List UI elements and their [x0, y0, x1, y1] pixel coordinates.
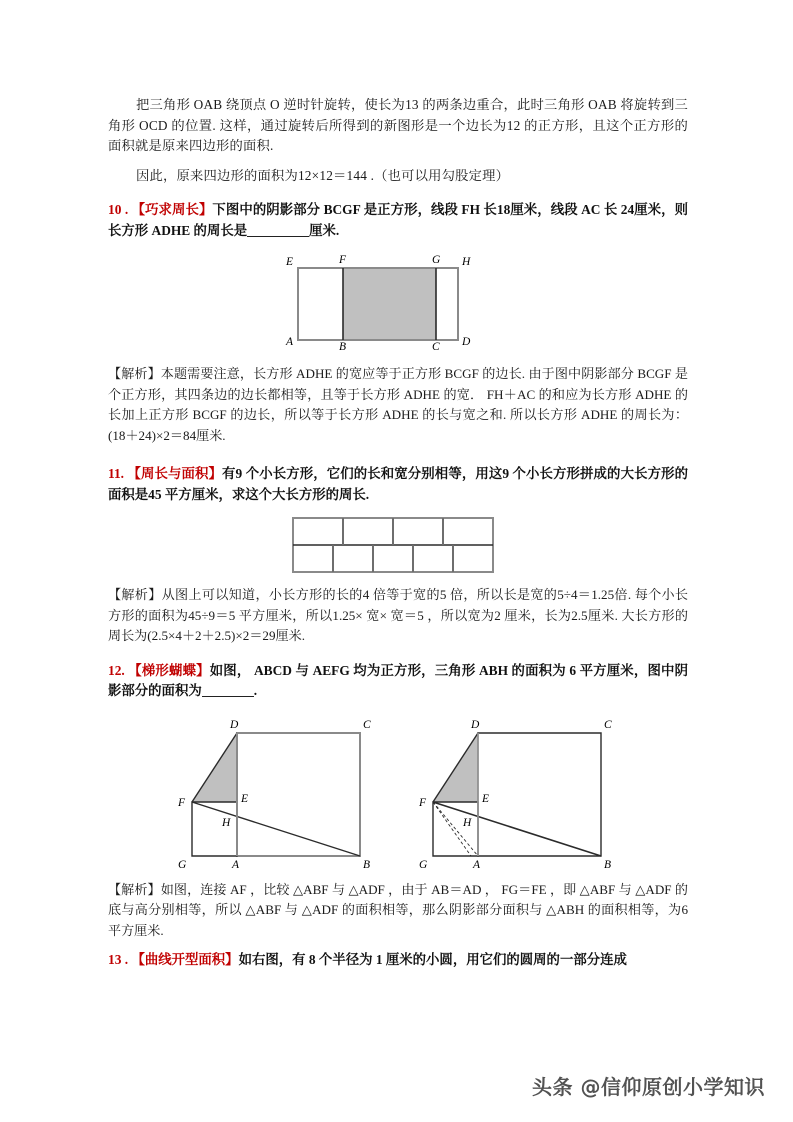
problem-12-answer-blank[interactable]	[202, 684, 254, 697]
problem-12-text: 如图， ABCD 与 AEFG 均为正方形，三角形 ABH 的面积为 6 平方厘米，图中阴影部分的面积为	[108, 662, 688, 698]
spacer	[108, 647, 688, 661]
problem-12-tag: 【梯形蝴蝶】	[128, 662, 210, 678]
spacer	[108, 702, 688, 711]
label-c: C	[604, 718, 612, 731]
square-aefg	[192, 802, 237, 856]
problem-13-number: 13 .	[108, 952, 129, 967]
label-f: F	[178, 796, 186, 809]
label-d: D	[471, 718, 480, 731]
square-abcd	[478, 733, 601, 856]
label-a: A	[473, 858, 481, 871]
spacer	[108, 505, 688, 514]
spacer	[108, 157, 688, 166]
label-e: E	[286, 256, 294, 268]
shaded-square-bcgf	[343, 268, 436, 340]
problem-12-figures	[108, 711, 688, 871]
problem-10-answer-blank[interactable]	[247, 224, 309, 237]
dashed-segment-fd	[433, 802, 471, 856]
segment-fb	[433, 802, 601, 856]
segment-fb	[192, 802, 360, 856]
label-e: E	[241, 792, 249, 805]
label-a: A	[286, 336, 294, 348]
label-h: H	[462, 256, 471, 268]
problem-12-heading	[108, 661, 688, 702]
spacer	[108, 941, 688, 950]
label-c: C	[432, 341, 440, 350]
problem-10-text-tail: 厘米.	[309, 222, 340, 238]
label-a: A	[232, 858, 240, 871]
analysis-body: 本题需要注意，长方形 ADHE 的宽应等于正方形 BCGF 的边长. 由于图中阴影部分 BCGF 是个正方形，其四条边的边长都相等，且等于长方形 ADHE 的宽． FH＋AC 的和应为长方形 ADHE 的长加上正方形 BCGF 的边长，所以等于长方形 ADHE 的长与宽之和. 所以长方形 ADHE 的周长为：(18＋24)×2＝84厘米.	[108, 366, 688, 443]
dashed-segment-fa	[433, 802, 478, 856]
analysis-lead: 【解析】	[108, 366, 161, 381]
rectangle-adhe-diagram	[273, 250, 523, 350]
problem-10-text: 下图中的阴影部分 BCGF 是正方形，线段 FH 长18厘米，线段 AC 长 24厘米，则长方形 ADHE 的周长是	[108, 202, 689, 238]
label-d: D	[230, 718, 239, 731]
analysis-lead: 【解析】	[108, 587, 162, 602]
carryover-solution-paragraph-2: 因此，原来四边形的面积为12×12＝144 .（也可以用勾股定理）	[136, 167, 510, 183]
spacer	[108, 350, 688, 364]
label-g: G	[419, 858, 428, 871]
butterfly-diagram-left	[170, 711, 385, 871]
watermark: 头条 @信仰原创小学知识	[532, 1075, 765, 1099]
problem-13-tag: 【曲线开型面积】	[131, 952, 239, 967]
nine-rectangles-diagram	[288, 514, 508, 576]
square-abcd	[237, 733, 360, 856]
problem-10-figure	[108, 250, 688, 350]
problem-11-analysis	[108, 585, 688, 647]
analysis-body: 从图上可以知道，小长方形的长的4 倍等于宽的5 倍，所以长是宽的5÷4＝1.25倍. 每个小长方形的面积为45÷9＝5 平方厘米，所以1.25× 宽× 宽＝5 ，所以宽为2 厘米，长为2.5厘米. 大长方形的周长为(2.5×4＋2＋2.5)×2＝29厘米.	[108, 587, 688, 643]
problem-10-tag: 【巧求周长】	[131, 202, 213, 217]
problem-10-heading	[108, 200, 688, 241]
label-g: G	[432, 254, 441, 266]
spacer	[108, 186, 688, 200]
problem-11-tag: 【周长与面积】	[127, 466, 223, 481]
label-b: B	[339, 341, 347, 350]
label-g: G	[178, 858, 187, 871]
problem-11-heading	[108, 464, 688, 505]
spacer	[108, 576, 688, 585]
analysis-lead: 【解析】	[108, 881, 161, 897]
problem-12-analysis	[108, 880, 688, 942]
problem-13-text: 如右图，有 8 个半径为 1 厘米的小圆，用它们的圆周的一部分连成	[238, 952, 627, 967]
label-f: F	[419, 796, 427, 809]
butterfly-diagram-right	[411, 711, 626, 871]
problem-11-number: 11.	[108, 466, 124, 481]
label-d: D	[462, 336, 471, 348]
problem-12-text-tail: .	[253, 683, 258, 698]
label-b: B	[363, 858, 371, 871]
spacer	[108, 241, 688, 250]
problem-11-text: 有9 个小长方形，它们的长和宽分别相等，用这9 个小长方形拼成的大长方形的面积是45 平方厘米，求这个大长方形的周长.	[108, 466, 688, 502]
label-c: C	[363, 718, 371, 731]
label-h: H	[463, 816, 472, 829]
problem-10-analysis	[108, 364, 688, 446]
label-e: E	[482, 792, 490, 805]
carryover-solution-paragraph-1: 把三角形 OAB 绕顶点 O 逆时针旋转，使长为13 的两条边重合，此时三角形 OAB 将旋转到三角形 OCD 的位置. 这样，通过旋转后所得到的新图形是一个边长为12 的正方形，且这个正方形的面积就是原来四边形的面积.	[108, 97, 688, 153]
spacer	[108, 871, 688, 880]
problem-11-figure	[108, 514, 688, 576]
label-h: H	[222, 816, 231, 829]
problem-12-number: 12.	[108, 662, 125, 678]
document-content	[108, 95, 688, 971]
label-f: F	[339, 254, 347, 266]
problem-13-heading	[108, 950, 688, 971]
analysis-body: 如图，连接 AF ，比较 △ABF 与 △ADF ，由于 AB＝AD ， FG＝FE ，即 △ABF 与 △ADF 的底与高分别相等，所以 △ABF 与 △ADF 的面积相等，那么阴影部分面积与 △ABH 的面积相等，为6 平方厘米.	[108, 881, 689, 938]
label-b: B	[604, 858, 612, 871]
problem-10-number: 10 .	[108, 202, 129, 217]
spacer	[108, 446, 688, 464]
